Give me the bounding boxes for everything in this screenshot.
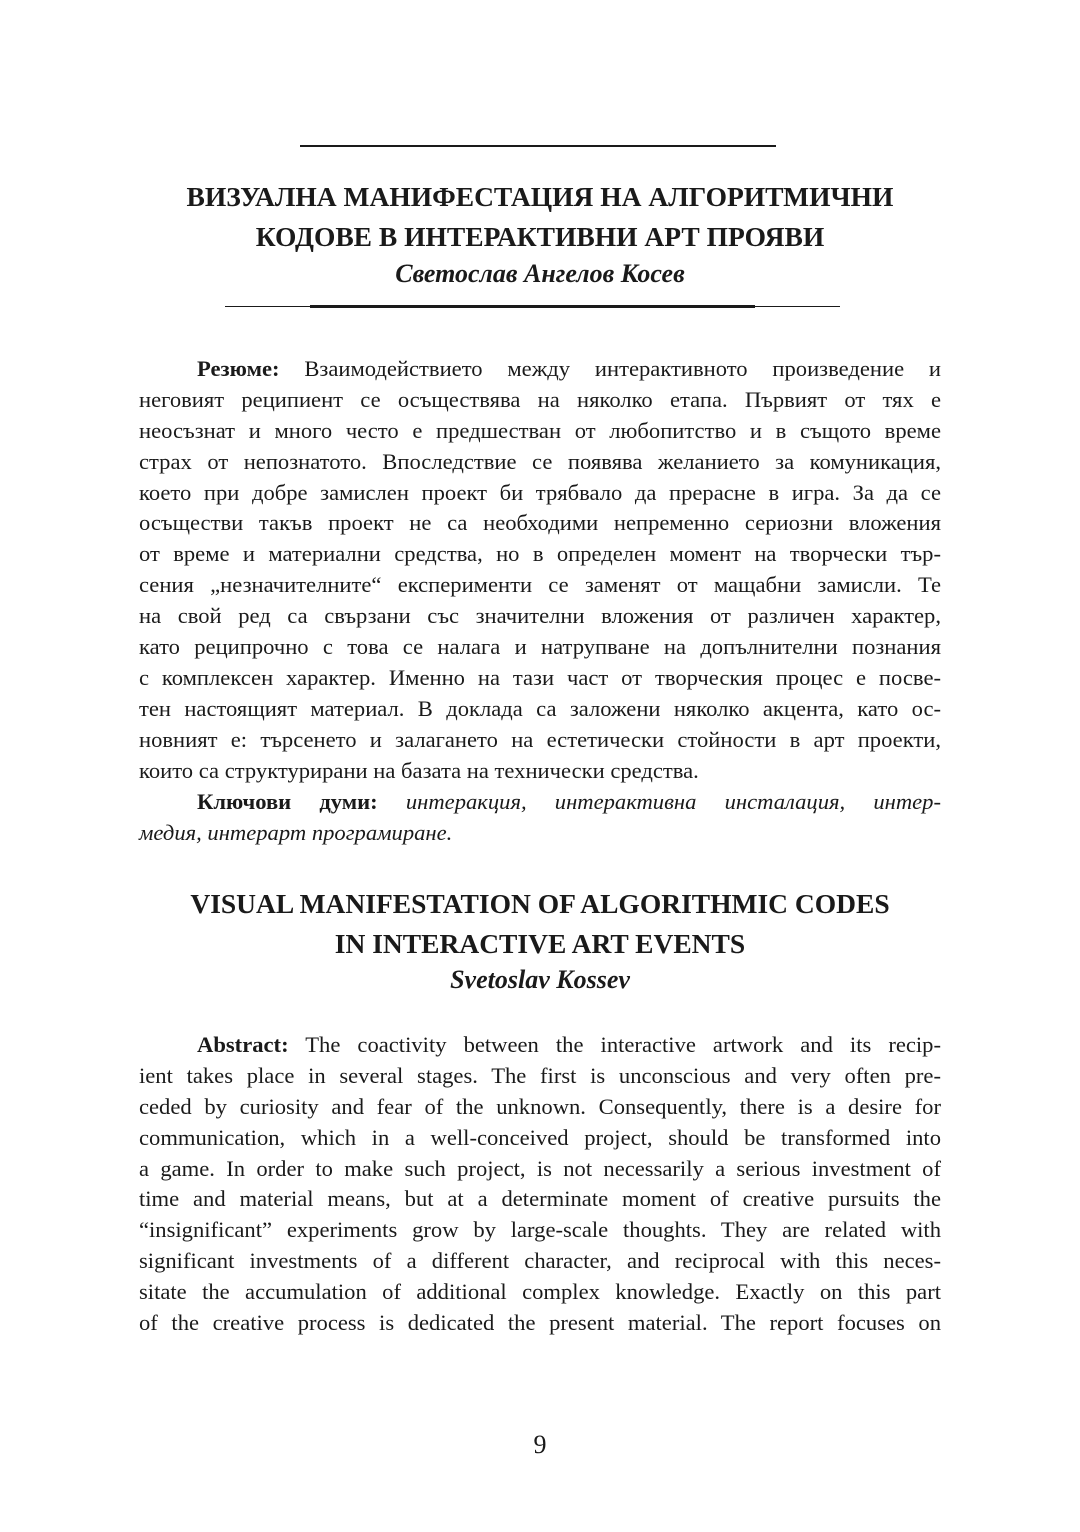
abstract-bulgarian-line: които са структурирани на базата на технически средства. — [139, 757, 699, 783]
abstract-bulgarian-line: с комплексен характер. Именно на тази част от творческия процес е посве- — [139, 664, 941, 690]
abstract-english-line: communication, which in a well-conceived project, should be transformed into — [139, 1124, 941, 1150]
abstract-english-line: “insignificant” experiments grow by large-scale thoughts. They are related with — [139, 1217, 941, 1243]
abstract-bulgarian-line: като реципрочно с това се налага и натрупване на допълнителни познания — [139, 634, 941, 660]
abstract-bulgarian-line: от време и материални средства, но в определен момент на творчески тър- — [139, 541, 941, 567]
abstract-bulgarian-line: сения „незначителните“ експерименти се заменят от мащабни замисли. Те — [139, 572, 941, 598]
title-bulgarian — [0, 177, 1080, 257]
abstract-bulgarian — [139, 354, 941, 786]
abstract-bulgarian-line: което при добре замислен проект би трябвало да прерасне в игра. За да се — [139, 479, 941, 505]
abstract-english-line: Abstract: The coactivity between the interactive artwork and its recip- — [197, 1032, 941, 1057]
abstract-bulgarian-line: осъществи такъв проект не са необходими непременно сериозни вложения — [139, 510, 941, 536]
author-bulgarian: Светослав Ангелов Косев — [395, 259, 685, 288]
abstract-bulgarian-label: Резюме: — [197, 356, 280, 381]
abstract-english — [139, 1030, 941, 1339]
abstract-bulgarian-line: тен настоящият материал. В доклада са заложени няколко акцента, като ос- — [139, 695, 941, 721]
abstract-bulgarian-line: на свой ред са свързани със значителни вложения от различен характер, — [139, 603, 941, 629]
abstract-english-line: sitate the accumulation of additional complex knowledge. Exactly on this part — [139, 1279, 941, 1305]
title-english — [0, 884, 1080, 964]
abstract-english-line: a game. In order to make such project, is not necessarily a serious investment of — [139, 1155, 941, 1181]
title-english-line-2: IN INTERACTIVE ART EVENTS — [334, 928, 746, 959]
title-separator-rule — [225, 305, 840, 308]
abstract-bulgarian-line: неговият реципиент се осъществява на няколко етапа. Първият от тях е — [139, 386, 941, 412]
abstract-english-line: ceded by curiosity and fear of the unknown. Consequently, there is a desire for — [139, 1093, 941, 1119]
abstract-bulgarian-line: новният е: търсенето и залагането на естетически стойности в арт проекти, — [139, 726, 941, 752]
keywords-line: Ключови думи: интеракция, интерактивна инсталация, интер- — [197, 789, 941, 814]
abstract-english-line: of the creative process is dedicated the present material. The report focuses on — [139, 1310, 941, 1336]
abstract-english-line: ient takes place in several stages. The first is unconscious and very often pre- — [139, 1062, 941, 1088]
page-number: 9 — [533, 1430, 547, 1459]
abstract-bulgarian-line: страх от непознатото. Впоследствие се появява желанието за комуникация, — [139, 448, 941, 474]
abstract-english-line: time and material means, but at a determinate moment of creative pursuits the — [139, 1186, 941, 1212]
keywords-bulgarian — [139, 787, 941, 849]
abstract-english-label: Abstract: — [197, 1032, 289, 1057]
keywords-line: медия, интерарт програмиране. — [139, 819, 453, 845]
keywords-label: Ключови думи: — [197, 789, 378, 814]
title-english-line-1: VISUAL MANIFESTATION OF ALGORITHMIC CODES — [190, 888, 890, 919]
abstract-bulgarian-line: Резюме: Взаимодействието между интерактивното произведение и — [197, 356, 941, 381]
abstract-english-line: significant investments of a different character, and reciprocal with this neces- — [139, 1248, 941, 1274]
abstract-bulgarian-line: неосъзнат и много често е предшестван от любопитство и в същото време — [139, 417, 941, 443]
separator-thick-line — [310, 305, 755, 308]
top-rule — [300, 145, 776, 147]
title-bulgarian-line-2: КОДОВЕ В ИНТЕРАКТИВНИ АРТ ПРОЯВИ — [255, 221, 825, 252]
author-english: Svetoslav Kossev — [450, 965, 630, 994]
title-bulgarian-line-1: ВИЗУАЛНА МАНИФЕСТАЦИЯ НА АЛГОРИТМИЧНИ — [186, 181, 894, 212]
